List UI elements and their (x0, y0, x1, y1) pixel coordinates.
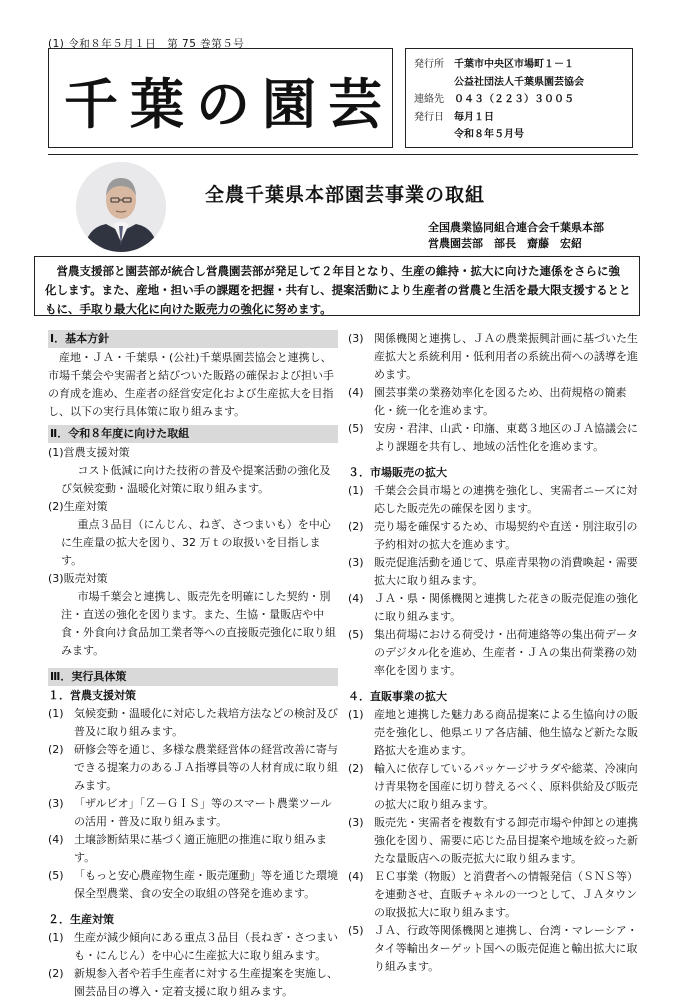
list-item: (5) ＪＡ、行政等関係機関と連携し、台湾・マレーシア・タイ等輸出ターゲット国への販売促進と輸出拡大に取り組みます。 (348, 924, 638, 973)
list-item: (1) 産地と連携した魅力ある商品提案による生協向けの販売を強化し、他県エリア各店舗、他生協など新たな販路拡大を進めます。 (348, 708, 638, 757)
publisher-row: 連絡先 ０４３（２２３）３００５ (414, 94, 574, 105)
left-column (48, 330, 338, 1001)
section-title: Ⅰ．基本方針 (48, 330, 338, 348)
list-item: (5) 集出荷場における荷受け・出荷連絡等の集出荷データのデジタル化を進め、生産者・ＪＡの集出荷業務の効率化を図ります。 (348, 628, 638, 677)
list-item: (4) ＪＡ・県・関係機関と連携した花きの販売促進の強化に取り組みます。 (348, 592, 638, 623)
section-title: Ⅱ．令和８年度に向けた取組 (48, 425, 338, 443)
intro-text: 営農支援部と園芸部が統合し営農園芸部が発足して２年目となり、生産の維持・拡大に向けた連係をさらに強化します。また、産地・担い手の課題を把握・共有し、提案活動により生産者の営農と生活を最大限支援するとともに、手取り最大化に向けた販売力の強化に努めます。 (45, 264, 631, 316)
list-item: (1) 生産が減少傾向にある重点３品目（長ねぎ・さつまいも・にんじん）を中心に生産拡大に取り組みます。 (48, 931, 338, 962)
list-item: (3) 「ザルビオ」「Ｚ－ＧＩＳ」等のスマート農業ツールの活用・普及に取り組みます。 (48, 797, 332, 828)
list-item: (5) 安房・君津、山武・印旛、東葛３地区のＪＡ協議会により課題を共有し、地域の活性化を進めます。 (348, 422, 638, 453)
list-item: (2) 輸入に依存しているパッケージサラダや総菜、冷凍向け青果物を国産に切り替えるべく、原料供給及び販売の拡大に取り組みます。 (348, 762, 638, 811)
publisher-row: 発行日 毎月１日 (414, 111, 494, 123)
section-title: Ⅲ．実行具体策 (48, 668, 338, 686)
list-item: (3) 販売先・実需者を複数有する卸売市場や仲卸との連携強化を図り、需要に応じた品目提案や地域を絞った新たな量販店への販売拡大に取り組みます。 (348, 816, 638, 865)
list-item: (1) 千葉会会員市場との連携を強化し、実需者ニーズに対応した販売先の確保を図ります。 (348, 484, 638, 515)
publisher-row: 公益社団法人千葉県園芸協会 (454, 76, 584, 88)
subsection-title: １．営農支援対策 (48, 689, 136, 702)
list-item: (5) 「もっと安心農産物生産・販売運動」等を通じた環境保全型農業、食の安全の取組の啓発を進めます。 (48, 869, 338, 900)
item-label: (3)販売対策 (48, 572, 108, 585)
item-text: コスト低減に向けた技術の普及や提案活動の強化及び気候変動・温暖化対策に取り組みます。 (61, 464, 331, 495)
article-heading: 全農千葉県本部園芸事業の取組 (205, 184, 486, 206)
subsection-title: ４．直販事業の拡大 (348, 690, 447, 703)
list-item: (4) 土壌診断結果に基づく適正施肥の推進に取り組みます。 (48, 833, 327, 864)
intro-box (34, 256, 640, 316)
item-text: 重点３品目（にんじん、ねぎ、さつまいも）を中心に生産量の拡大を図り、32 万ｔの取扱いを目指します。 (61, 518, 331, 567)
author-portrait-icon (76, 162, 166, 252)
list-item: (3) 販売促進活動を通じて、県産青果物の消費喚起・需要拡大に取り組みます。 (348, 556, 638, 587)
author-photo (76, 162, 166, 252)
list-item: (4) 園芸事業の業務効率化を図るため、出荷規格の簡素化・統一化を進めます。 (348, 386, 627, 417)
subsection-title: ２．生産対策 (48, 913, 114, 926)
list-item: (2) 研修会等を通じ、多様な農業経営体の経営改善に寄与できる提案力のあるＪＡ指導員等の人材育成に取り組みます。 (48, 743, 338, 792)
right-column (348, 330, 638, 976)
list-item: (2) 新規参入者や若手生産者に対する生産提案を実施し、園芸品目の導入・定着支援に取り組みます。 (48, 967, 338, 998)
subsection-title: ３．市場販売の拡大 (348, 466, 447, 479)
publisher-row: 令和８年５月号 (454, 129, 524, 140)
item-label: (2)生産対策 (48, 500, 108, 513)
newsletter-title: 千葉の園芸 (64, 72, 394, 136)
publisher-row: 発行所 千葉市中央区市場町１－１ (414, 59, 574, 70)
issue-line: (1) 令和８年５月１日 第 75 巻第５号 (48, 38, 245, 50)
author-affiliation: 全国農業協同組合連合会千葉県本部 営農園芸部 部長 齋藤 宏紹 (428, 221, 604, 250)
list-item: (1) 気候変動・温暖化に対応した栽培方法などの検討及び普及に取り組みます。 (48, 707, 338, 738)
section-text: 産地・ＪＡ・千葉県・(公社)千葉県園芸協会と連携し、市場千葉会や実需者と結びついた販路の確保および担い手の育成を進め、生産者の経営安定化および生産拡大を目指し、以下の実行具体策に取り組みます。 (48, 351, 334, 418)
list-item: (2) 売り場を確保するため、市場契約や直送・別注取引の予約相対の拡大を進めます。 (348, 520, 638, 551)
list-item: (4) ＥＣ事業（物販）と消費者への情報発信（ＳＮＳ等）を連動させ、直販チャネルの一つとして、ＪＡタウンの取扱拡大に取り組みます。 (348, 870, 638, 919)
item-label: (1)営農支援対策 (48, 446, 130, 459)
publisher-info-box (405, 48, 633, 148)
list-item: (3) 関係機関と連携し、ＪＡの農業振興計画に基づいた生産拡大と系統利用・低利用者の系統出荷への誘導を進めます。 (348, 332, 638, 381)
item-text: 市場千葉会と連携し、販売先を明確にした契約・別注・直送の強化を図ります。また、生協・量販店や中食・外食向け食品加工業者等への直接販売強化に取り組みます。 (61, 590, 336, 657)
header-rule (48, 154, 638, 155)
